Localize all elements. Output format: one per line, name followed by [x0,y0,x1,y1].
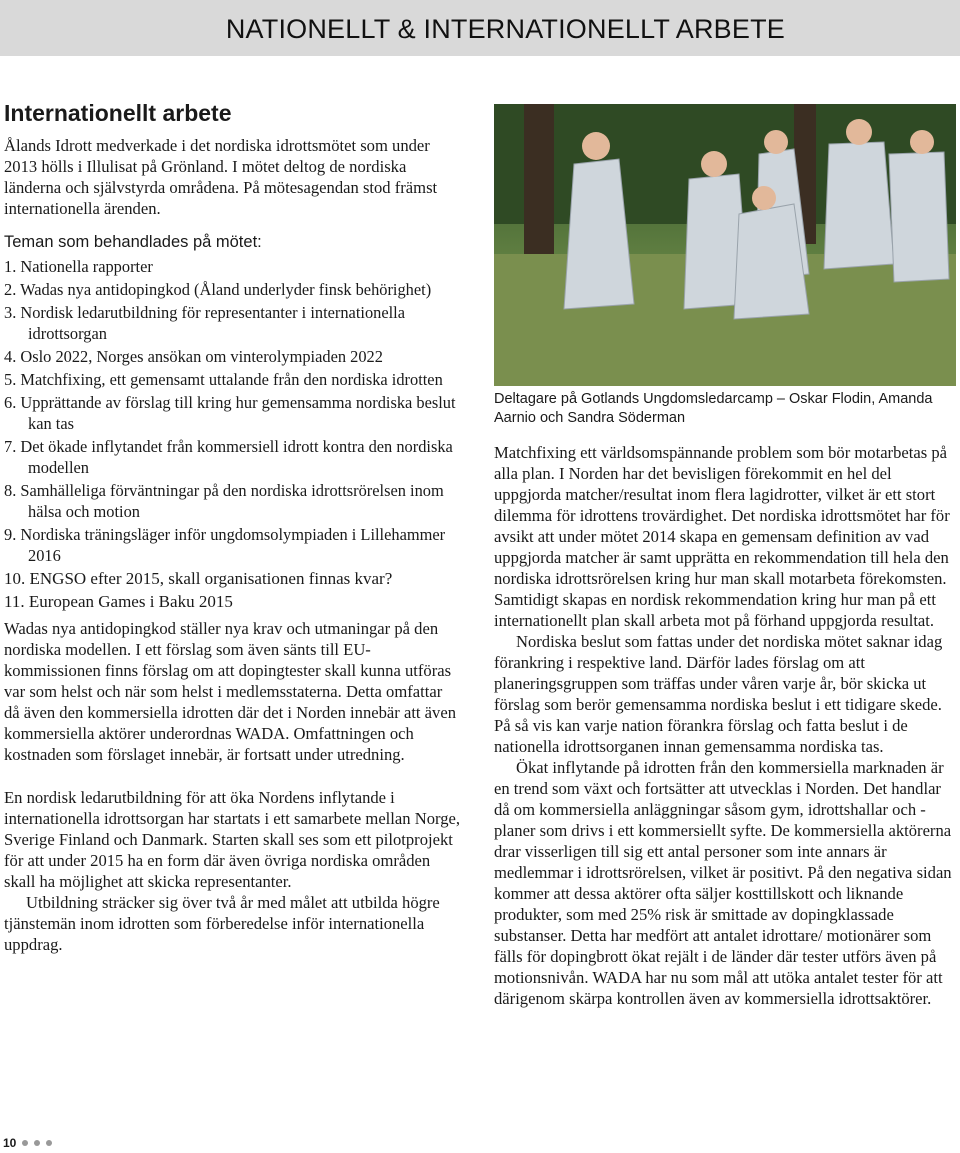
topic-list [4,256,462,612]
camp-photo-illustration [494,104,956,386]
page-number-text: 10 [3,1136,17,1150]
dot-icon [22,1140,28,1146]
list-item: 3. Nordisk ledarutbildning för representanter i internationella idrottsorgan [4,303,405,343]
list-item: 10. ENGSO efter 2015, skall organisationen finnas kvar? [4,569,393,588]
commercial-influence-paragraph: Ökat inflytande på idrotten från den kommersiella marknaden är en trend som växt och fortsätter att utvecklas i Norden. Det handlar då om kommersiella anläggningar såsom gym, idrottshallar och -planer som drivs i ett kommersiellt syfte. De kommersiella aktörerna drar visserligen till sig ett antal personer som inte annars är medlemmar i idrottsrörelsen, vilket är positivt. På den negativa sidan kommer att dessa aktörer ofta säljer kosttillskott och liknande produkter, som med 25% risk är smittade av dopingklassade substanser. Detta har medfört att antalet idrottare/ motionärer som fälls för dopingbrott ökat rejält i de länder där tester utförs även på motionsnivån. WADA har nu som mål att utöka antalet tester för att därigenom skärpa kontrollen även av kommersiella idrottsaktörer. [494,758,952,1008]
photo-caption: Deltagare på Gotlands Ungdomsledarcamp – Oskar Flodin, Amanda Aarnio och Sandra Söderman [494,391,933,426]
dot-icon [46,1140,52,1146]
list-item: 9. Nordiska träningsläger inför ungdomsolympiaden i Lillehammer 2016 [4,525,446,565]
dot-icon [34,1140,40,1146]
list-item: 2. Wadas nya antidopingkod (Åland underlyder finsk behörighet) [4,280,432,299]
header-band [0,0,960,56]
list-item: 7. Det ökade inflytandet från kommersiell idrott kontra den nordiska modellen [4,437,453,477]
leadership-paragraph: En nordisk ledarutbildning för att öka Nordens inflytande i internationella idrottsorgan har startats i ett samarbete mellan Norge, Sverige Finland och Danmark. Starten skall ses som ett pilotprojekt för att under 2015 ha en form där även övriga nordiska områden skall ha möjlighet att skicka representanter. [4,788,461,891]
left-column [4,100,462,955]
list-item: 6. Upprättande av förslag till kring hur gemensamma nordiska beslut kan tas [4,393,456,433]
list-item: 1. Nationella rapporter [4,257,153,276]
topics-heading: Teman som behandlades på mötet: [4,233,262,251]
list-item: 11. European Games i Baku 2015 [4,592,233,611]
wada-paragraph: Wadas nya antidopingkod ställer nya krav och utmaningar på den nordiska modellen. I ett förslag som även sänts till EU-kommissionen finns förslag om att dopingtester skall kunna utföras var som helst och när som helst i medlemsstaterna. Detta omfattar då även den kommersiella idrotten där det i Norden innebär att även kommersiella aktörer underordnas WADA. Omfattningen och kostnaden som förslaget innebär, är fortsatt under utredning. [4,619,457,764]
page-header-title: NATIONELLT & INTERNATIONELLT ARBETE [225,14,785,44]
nordic-decisions-paragraph: Nordiska beslut som fattas under det nordiska mötet saknar idag förankring i respektive land. Därför lades förslag om att planeringsgruppen som träffas under våren varje år, bör skicka ut förslag som berör gemensamma nordiska beslut i ett tidigare skede. På så vis kan varje nation förankra förslag och fatta beslut i de nationella idrottsorganen innan gemensamma nordiska tas. [494,632,943,756]
list-item: 5. Matchfixing, ett gemensamt uttalande från den nordiska idrotten [4,370,443,389]
page-number [3,1136,52,1150]
section-title: Internationellt arbete [4,100,232,126]
intro-paragraph: Ålands Idrott medverkade i det nordiska idrottsmötet som under 2013 hölls i Illulisat på Grönland. I mötet deltog de nordiska länderna och självstyrda områdena. På mötesagendan stod främst internationella ärenden. [4,136,438,218]
matchfixing-paragraph: Matchfixing ett världsomspännande problem som bör motarbetas på alla plan. I Norden har det bevisligen förekommit en hel del uppgjorda matcher/resultat inom flera lagidrotter, vilket är ett stort dilemma för idrottens trovärdighet. Det nordiska idrottsmötet har för avsikt att under mötet 2014 skapa en gemensam definition av vad uppgjorda matcher är samt upprätta en rekommendation till hela den nordiska idrottsrörelsen kring hur man skall motarbeta förekomsten. Samtidigt skapas en nordisk rekommendation kring hur man på ett internationellt plan skall arbeta mot på förhand uppgjorda resultat. [494,443,950,630]
list-item: 4. Oslo 2022, Norges ansökan om vinterolympiaden 2022 [4,347,383,366]
right-column [494,104,956,1009]
camp-photo [494,104,956,386]
education-paragraph: Utbildning sträcker sig över två år med målet att utbilda högre tjänstemän inom idrotten som förberedelse inför internationella uppdrag. [4,893,440,954]
list-item: 8. Samhälleliga förväntningar på den nordiska idrottsrörelsen inom hälsa och motion [4,481,444,521]
